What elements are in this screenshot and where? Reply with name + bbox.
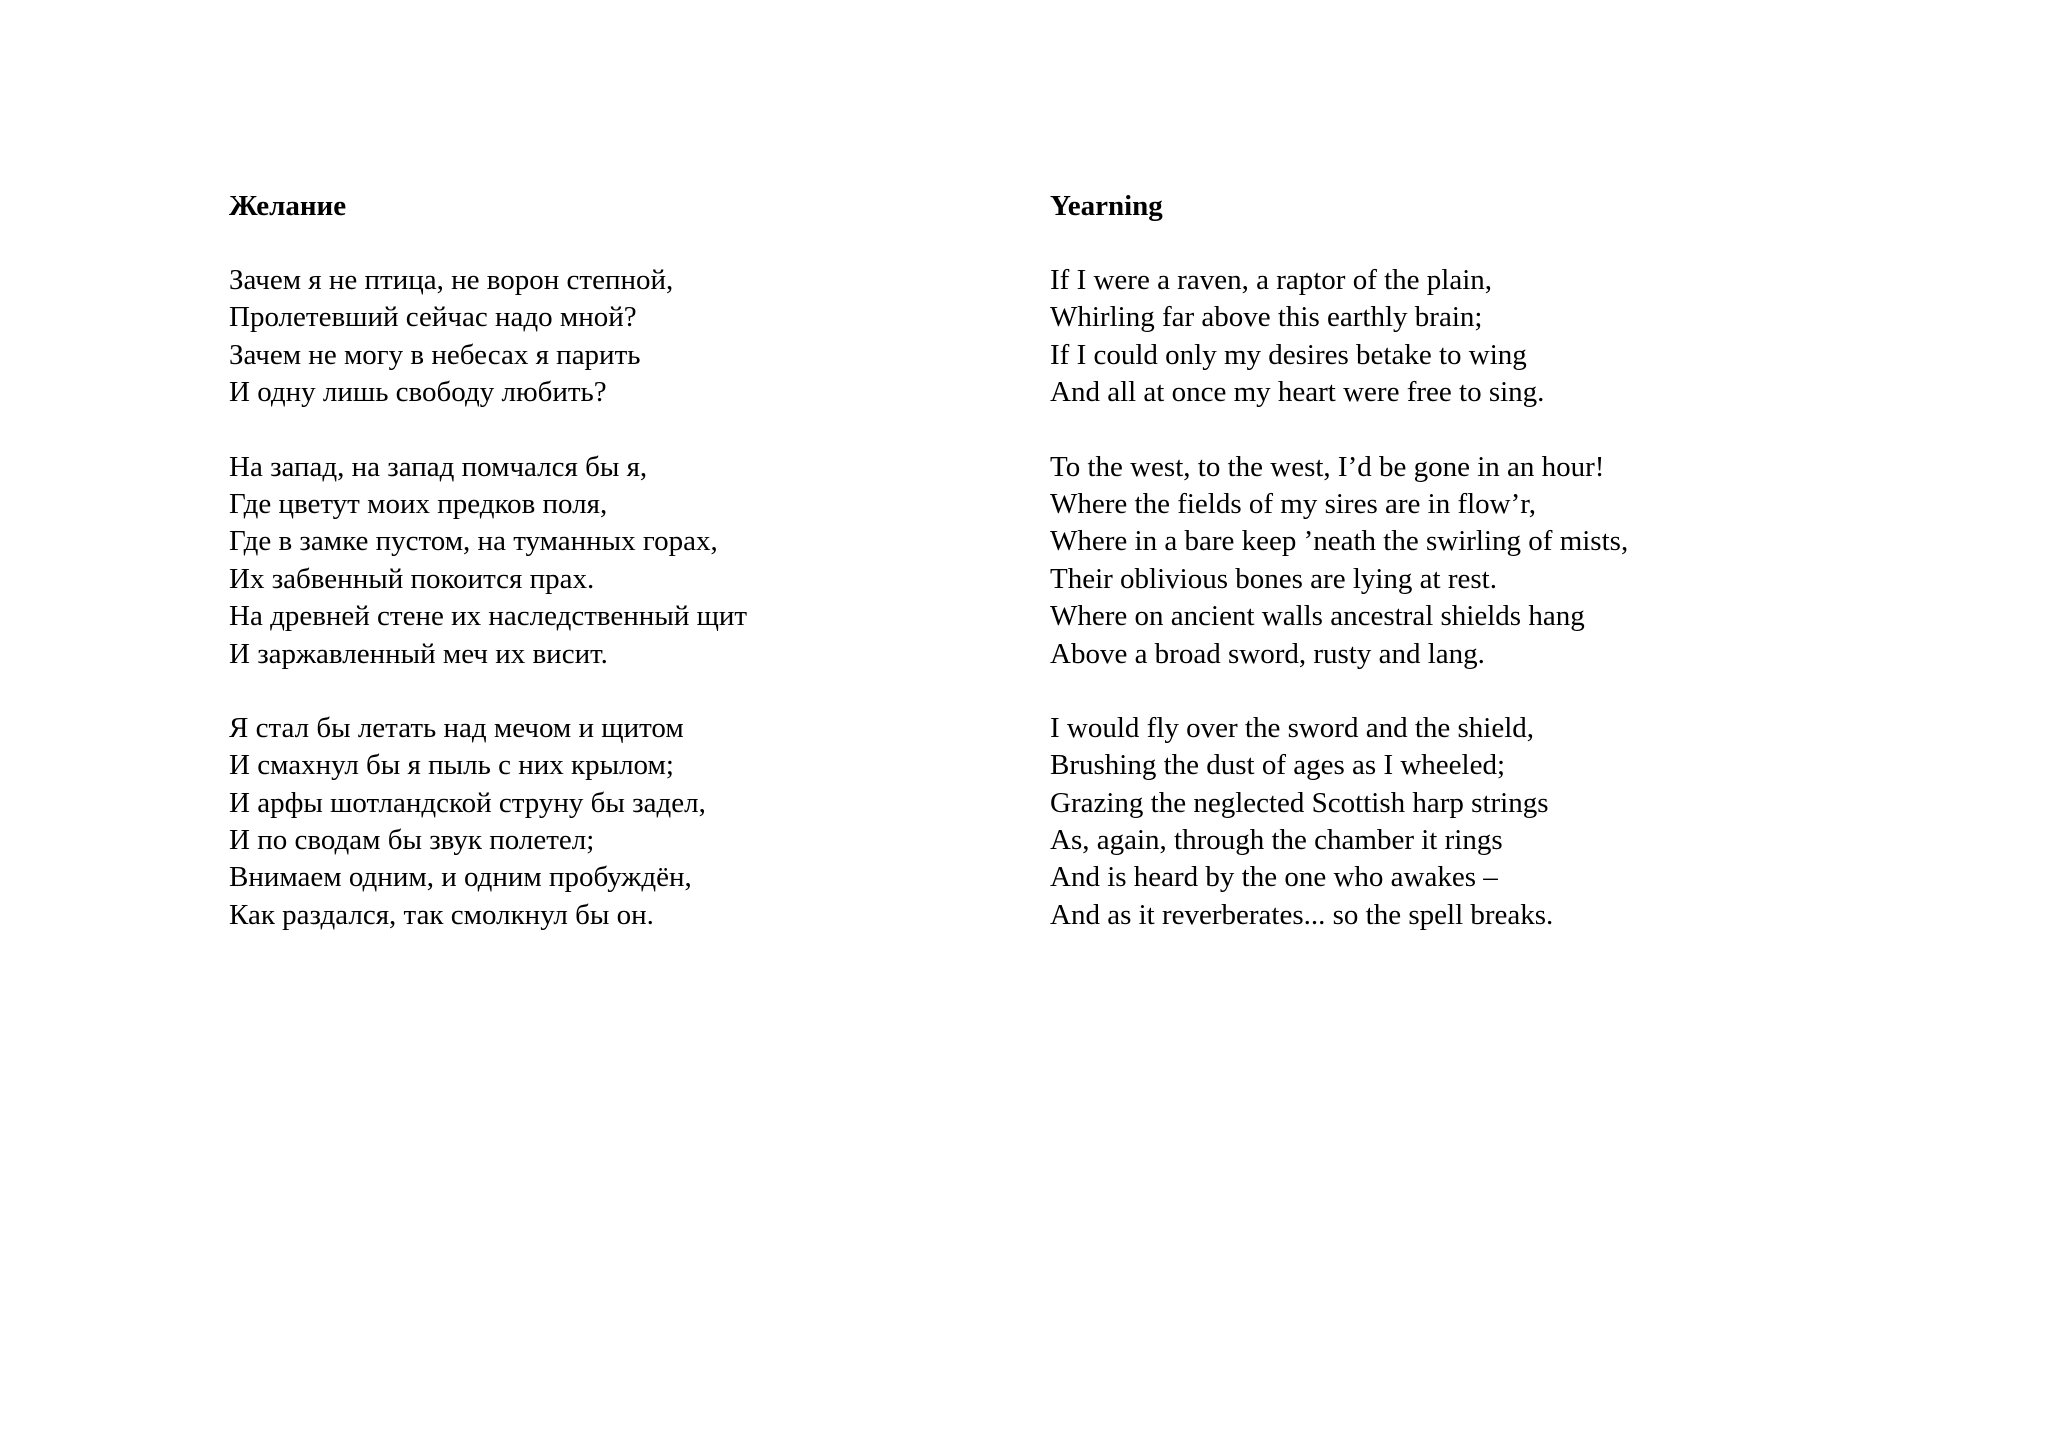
poem-line: And as it reverberates... so the spell breaks. [1050,898,1554,931]
poem-line: Их забвенный покоится прах. [229,562,595,595]
stanza [1050,262,1628,412]
poem-line: Зачем не могу в небесах я парить [229,338,641,371]
poem-line: На древней стене их наследственный щит [229,600,748,633]
poem-line: Внимаем одним, и одним пробуждён, [229,861,692,894]
stanza [1050,449,1628,673]
poem-line: Пролетевший сейчас надо мной? [229,301,637,334]
poem-line: And is heard by the one who awakes – [1050,861,1498,894]
poem-russian [229,188,747,971]
poem-title-english: Yearning [1050,190,1163,222]
poem-line: Brushing the dust of ages as I wheeled; [1050,749,1506,782]
poem-line: Whirling far above this earthly brain; [1050,301,1483,334]
poem-line: Где цветут моих предков поля, [229,487,608,520]
poem-line: Where in a bare keep ’neath the swirling of mists, [1050,525,1629,558]
poem-english [1050,188,1628,971]
stanza [1050,710,1628,934]
poem-title-russian: Желание [229,190,347,222]
poem-line: И заржавленный меч их висит. [229,637,608,670]
poem-line: And all at once my heart were free to sing. [1050,376,1545,409]
poem-line: Зачем я не птица, не ворон степной, [229,264,674,296]
poem-line: To the west, to the west, I’d be gone in an hour! [1050,450,1605,483]
poem-line: На запад, на запад помчался бы я, [229,450,648,483]
stanza [229,449,747,673]
poem-line: И одну лишь свободу любить? [229,376,607,409]
poem-line: Where on ancient walls ancestral shields hang [1050,600,1585,633]
poem-line: И по сводам бы звук полетел; [229,824,595,857]
poem-line: Above a broad sword, rusty and lang. [1050,637,1485,670]
poem-line: И смахнул бы я пыль с них крылом; [229,749,674,782]
poem-line: Their oblivious bones are lying at rest. [1050,562,1497,595]
poem-line: I would fly over the sword and the shield, [1050,711,1535,744]
poem-line: Где в замке пустом, на туманных горах, [229,525,718,558]
poem-line: Where the fields of my sires are in flow’r, [1050,487,1537,520]
poem-line: If I could only my desires betake to wing [1050,338,1527,371]
poem-line: Как раздался, так смолкнул бы он. [229,898,654,931]
poem-line: И арфы шотландской струну бы задел, [229,786,706,819]
poem-line: As, again, through the chamber it rings [1050,824,1503,857]
stanza [229,262,747,412]
stanza [229,710,747,934]
poem-line: If I were a raven, a raptor of the plain, [1050,264,1493,296]
poem-line: Grazing the neglected Scottish harp strings [1050,786,1549,819]
poem-line: Я стал бы летать над мечом и щитом [229,711,684,744]
